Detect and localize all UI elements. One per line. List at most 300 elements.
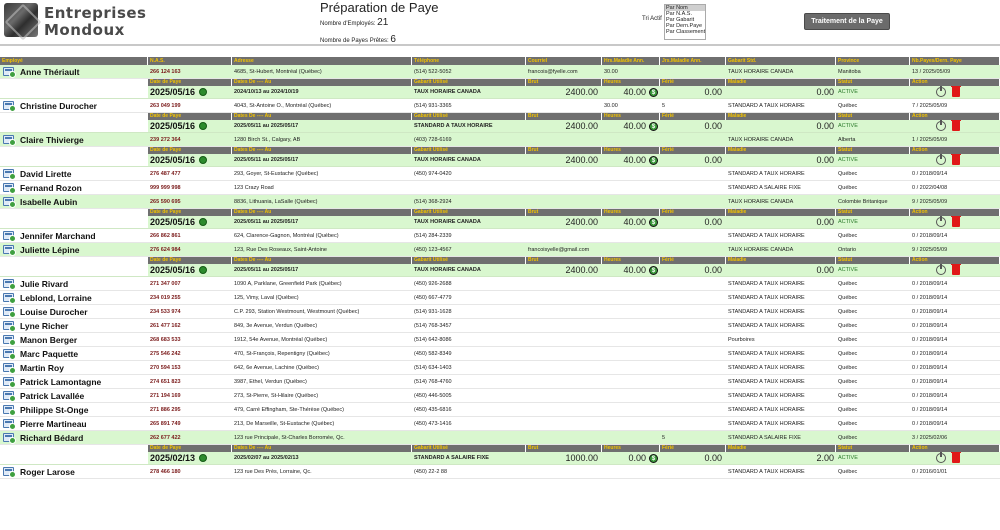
pay-date-cell[interactable] <box>148 216 232 228</box>
pay-column-header: Maladie <box>726 445 836 452</box>
dollar-coin-icon[interactable]: $ <box>649 266 658 275</box>
employee-nas: 271 886 295 <box>150 407 181 413</box>
pay-row-spacer <box>0 120 148 132</box>
employee-nas: 275 546 242 <box>150 351 181 357</box>
employee-jrs <box>660 181 726 194</box>
employee-template: STANDARD A TAUX HORAIRE <box>728 469 805 475</box>
pay-column-header: Férié <box>660 79 726 86</box>
employee-card-icon[interactable] <box>3 377 14 386</box>
status-dot-icon[interactable] <box>199 454 207 462</box>
employee-address: 1280 Birch St., Calgary, AB <box>234 137 301 143</box>
pay-hours: 40.00 <box>623 264 646 275</box>
employee-hrs <box>602 133 660 146</box>
employee-pays: 0 / 2018/09/14 <box>912 171 948 177</box>
logo-line1: Entreprises <box>44 4 147 22</box>
employee-hrs <box>602 403 660 416</box>
employee-province: Québec <box>838 233 858 239</box>
employee-row[interactable] <box>0 167 1000 181</box>
column-header[interactable]: Hrs.Maladie Ann. <box>602 57 660 65</box>
employee-card-icon[interactable] <box>3 307 14 316</box>
employee-address: 479, Carré Effingham, Ste-Thérèse (Québec) <box>234 407 344 413</box>
employee-name: Juliette Lépine <box>20 244 80 255</box>
pay-row <box>0 264 1000 277</box>
employee-name: Fernand Rozon <box>20 182 82 193</box>
trash-icon[interactable] <box>952 265 960 275</box>
employee-email <box>526 167 602 180</box>
pay-column-header: Date de Paye <box>148 445 232 452</box>
pay-header <box>0 113 1000 120</box>
pay-template: TAUX HORAIRE CANADA <box>414 267 481 273</box>
employee-name: Lyne Richer <box>20 320 69 331</box>
employee-row[interactable] <box>0 403 1000 417</box>
employee-province: Alberta <box>838 137 856 143</box>
employee-row[interactable] <box>0 195 1000 209</box>
pay-row-spacer <box>0 264 148 276</box>
employee-jrs <box>660 403 726 416</box>
employee-province: Québec <box>838 171 858 177</box>
employee-phone: (403) 728-6169 <box>414 137 452 143</box>
employee-email <box>526 291 602 304</box>
employee-template: STANDARD A TAUX HORAIRE <box>728 309 805 315</box>
employee-pays: 0 / 2018/09/14 <box>912 365 948 371</box>
employee-name: Patrick Lavallée <box>20 390 85 401</box>
logo-mark-icon <box>4 3 38 37</box>
pay-row <box>0 216 1000 229</box>
employee-template: STANDARD A SALAIRE FIXE <box>728 185 801 191</box>
employee-address: 1912, 54e Avenue, Montréal (Québec) <box>234 337 328 343</box>
employee-template: TAUX HORAIRE CANADA <box>728 69 794 75</box>
pay-hours-cell <box>602 264 660 276</box>
employee-template: TAUX HORAIRE CANADA <box>728 199 794 205</box>
employee-card-icon[interactable] <box>3 293 14 302</box>
pay-date-cell[interactable] <box>148 86 232 98</box>
employee-jrs <box>660 319 726 332</box>
pay-row-spacer <box>0 154 148 166</box>
employee-name-cell[interactable] <box>0 361 148 374</box>
pay-hours-cell <box>602 86 660 98</box>
pay-holiday: 0.00 <box>704 265 722 275</box>
pay-column-header: Heures <box>602 257 660 264</box>
column-header[interactable]: N.A.S. <box>148 57 232 65</box>
column-header[interactable]: Téléphone <box>412 57 526 65</box>
employee-row[interactable] <box>0 417 1000 431</box>
pay-holiday: 0.00 <box>704 217 722 227</box>
pay-period: 2025/02/07 au 2025/02/13 <box>234 455 299 461</box>
employee-address: 1090 A, Parklane, Greenfield Park (Québec) <box>234 281 342 287</box>
trash-icon[interactable] <box>952 155 960 165</box>
employee-template: STANDARD A TAUX HORAIRE <box>728 323 805 329</box>
pay-date-cell[interactable] <box>148 120 232 132</box>
employee-address: 8836, Lithuania, LaSalle (Québec) <box>234 199 318 205</box>
employee-email <box>526 319 602 332</box>
pay-column-header: Dates De ---- Au <box>232 445 412 452</box>
employee-row[interactable] <box>0 347 1000 361</box>
employee-email <box>526 347 602 360</box>
employee-hrs <box>602 181 660 194</box>
employee-email <box>526 431 602 444</box>
employee-card-icon[interactable] <box>3 245 14 254</box>
employee-hrs <box>602 389 660 402</box>
employee-row[interactable] <box>0 243 1000 257</box>
employee-address: C.P. 293, Station Westmount, Westmount (Québec) <box>234 309 360 315</box>
employee-nas: 262 677 422 <box>150 435 181 441</box>
pay-date: 2025/05/16 <box>150 120 196 131</box>
dollar-coin-icon[interactable]: $ <box>649 156 658 165</box>
employee-province: Québec <box>838 435 858 441</box>
employee-phone: (514) 522-5052 <box>414 69 452 75</box>
employee-email <box>526 375 602 388</box>
employee-name-cell[interactable] <box>0 243 148 256</box>
employee-nas: 266 124 163 <box>150 69 181 75</box>
sort-option[interactable]: Par N.A.S. <box>666 11 692 17</box>
sort-option[interactable]: Par Dern.Paye <box>666 23 703 29</box>
power-icon[interactable] <box>936 217 946 227</box>
employee-jrs <box>660 375 726 388</box>
employee-province: Québec <box>838 393 858 399</box>
employee-card-icon[interactable] <box>3 321 14 330</box>
employee-name-cell[interactable] <box>0 99 148 112</box>
employee-row[interactable] <box>0 277 1000 291</box>
employee-name-cell[interactable] <box>0 277 148 290</box>
employee-phone <box>412 431 526 444</box>
power-icon[interactable] <box>936 265 946 275</box>
employee-email <box>526 133 602 146</box>
employee-name-cell[interactable] <box>0 465 148 478</box>
pay-date-cell[interactable] <box>148 452 232 464</box>
column-header[interactable]: Employé <box>0 57 148 65</box>
employee-jrs <box>660 361 726 374</box>
employee-province: Québec <box>838 281 858 287</box>
employee-province: Québec <box>838 309 858 315</box>
process-payroll-button[interactable]: Traitement de la Paye <box>804 13 890 30</box>
employee-row[interactable] <box>0 291 1000 305</box>
status-dot-icon[interactable] <box>199 266 207 274</box>
employee-jrs: 5 <box>662 103 666 109</box>
pay-row <box>0 154 1000 167</box>
trash-icon[interactable] <box>952 121 960 131</box>
trash-icon[interactable] <box>952 87 960 97</box>
column-header[interactable]: Courriel <box>526 57 602 65</box>
pay-date: 2025/02/13 <box>150 452 196 463</box>
employee-template: TAUX HORAIRE CANADA <box>728 247 794 253</box>
employee-table <box>0 57 1000 479</box>
employee-nas: 276 624 984 <box>150 247 181 253</box>
sort-option[interactable]: Par Classement <box>666 29 706 35</box>
employee-jrs: 5 <box>662 435 666 441</box>
pay-date-cell[interactable] <box>148 154 232 166</box>
status-dot-icon[interactable] <box>199 122 207 130</box>
employee-jrs <box>660 417 726 430</box>
employee-province: Ontario <box>838 247 857 253</box>
dollar-coin-icon[interactable]: $ <box>649 88 658 97</box>
employee-row[interactable] <box>0 229 1000 243</box>
employee-card-icon[interactable] <box>3 433 14 442</box>
pay-template: TAUX HORAIRE CANADA <box>414 157 481 163</box>
employee-nas: 265 891 749 <box>150 421 181 427</box>
employee-name: Julie Rivard <box>20 278 69 289</box>
pay-sick: 0.00 <box>816 265 834 275</box>
employee-jrs <box>660 167 726 180</box>
employee-card-icon[interactable] <box>3 467 14 476</box>
pay-row-spacer <box>0 452 148 464</box>
employee-row[interactable] <box>0 375 1000 389</box>
employee-template: STANDARD A TAUX HORAIRE <box>728 351 805 357</box>
employee-name: Patrick Lamontagne <box>20 376 102 387</box>
employee-name-cell[interactable] <box>0 389 148 402</box>
pay-sick: 0.00 <box>816 121 834 131</box>
pay-column-header: Dates De ---- Au <box>232 147 412 154</box>
logo-line2: Mondoux <box>44 21 125 39</box>
employee-name-cell[interactable] <box>0 195 148 208</box>
pay-status: ACTIVE <box>838 123 858 129</box>
pay-actions <box>910 264 1000 276</box>
employee-row[interactable] <box>0 333 1000 347</box>
pay-column-header: Action <box>910 257 1000 264</box>
employee-nas: 266 862 861 <box>150 233 181 239</box>
pay-column-header: Brut <box>526 79 602 86</box>
employee-template: TAUX HORAIRE CANADA <box>728 137 794 143</box>
pay-column-header: Date de Paye <box>148 147 232 154</box>
employee-card-icon[interactable] <box>3 279 14 288</box>
employee-row[interactable] <box>0 181 1000 195</box>
employee-card-icon[interactable] <box>3 101 14 110</box>
status-dot-icon[interactable] <box>199 156 207 164</box>
status-dot-icon[interactable] <box>199 88 207 96</box>
employee-address: 624, Clarence-Gagnon, Montréal (Québec) <box>234 233 339 239</box>
pay-column-header: Action <box>910 209 1000 216</box>
employee-phone: (450) 582-8349 <box>414 351 452 357</box>
employee-nas: 278 466 180 <box>150 469 181 475</box>
pay-header-spacer <box>0 113 148 120</box>
employee-row[interactable] <box>0 133 1000 147</box>
pay-date: 2025/05/16 <box>150 216 196 227</box>
employee-name: Richard Bédard <box>20 432 84 443</box>
power-icon[interactable] <box>936 155 946 165</box>
employee-hrs <box>602 465 660 478</box>
pay-actions <box>910 86 1000 98</box>
employee-province: Manitoba <box>838 69 861 75</box>
employee-row[interactable] <box>0 361 1000 375</box>
employee-phone: (450) 667-4779 <box>414 295 452 301</box>
employee-name-cell[interactable] <box>0 229 148 242</box>
dollar-coin-icon[interactable]: $ <box>649 454 658 463</box>
pay-gross: 2400.00 <box>565 87 598 97</box>
employee-row[interactable] <box>0 305 1000 319</box>
employee-nas: 234 019 255 <box>150 295 181 301</box>
employee-address: 4043, St-Antoine O., Montréal (Québec) <box>234 103 332 109</box>
employee-nas: 270 594 153 <box>150 365 181 371</box>
pay-sick: 0.00 <box>816 155 834 165</box>
employee-name: Anne Thériault <box>20 66 80 77</box>
employee-name: Pierre Martineau <box>20 418 87 429</box>
pay-header <box>0 79 1000 86</box>
pay-column-header: Action <box>910 445 1000 452</box>
pay-column-header: Maladie <box>726 113 836 120</box>
employee-phone: (514) 768-3457 <box>414 323 452 329</box>
dollar-coin-icon[interactable]: $ <box>649 122 658 131</box>
employee-address: 273, St-Pierre, St-Hilaire (Québec) <box>234 393 319 399</box>
pay-hours: 40.00 <box>623 86 646 97</box>
employee-card-icon[interactable] <box>3 419 14 428</box>
employee-email: francois@fyelle.com <box>528 69 578 75</box>
employee-province: Québec <box>838 337 858 343</box>
pay-column-header: Action <box>910 79 1000 86</box>
app-header <box>0 0 1000 46</box>
employee-card-icon[interactable] <box>3 67 14 76</box>
ready-pay-value: 6 <box>390 34 396 45</box>
pay-row <box>0 452 1000 465</box>
pay-header <box>0 147 1000 154</box>
employee-email <box>526 99 602 112</box>
sort-option[interactable]: Par Nom <box>665 5 705 11</box>
ready-pay-label: Nombre de Payes Prêtes: <box>320 38 389 44</box>
power-icon[interactable] <box>936 453 946 463</box>
pay-header <box>0 257 1000 264</box>
pay-column-header: Heures <box>602 209 660 216</box>
employee-jrs <box>660 389 726 402</box>
employee-name-cell[interactable] <box>0 305 148 318</box>
employee-card-icon[interactable] <box>3 231 14 240</box>
employee-hrs <box>602 333 660 346</box>
employee-template: STANDARD A TAUX HORAIRE <box>728 171 805 177</box>
employee-card-icon[interactable] <box>3 135 14 144</box>
employee-hrs <box>602 319 660 332</box>
pay-hours: 0.00 <box>628 452 646 463</box>
pay-column-header: Maladie <box>726 209 836 216</box>
employee-address: 849, 3e Avenue, Verdun (Québec) <box>234 323 318 329</box>
pay-column-header: Dates De ---- Au <box>232 209 412 216</box>
employee-name-cell[interactable] <box>0 65 148 78</box>
employee-card-icon[interactable] <box>3 349 14 358</box>
employee-pays: 0 / 2022/04/08 <box>912 185 948 191</box>
employee-name-cell[interactable] <box>0 375 148 388</box>
pay-gross: 2400.00 <box>565 121 598 131</box>
employee-email <box>526 181 602 194</box>
employee-address: 642, 6e Avenue, Lachine (Québec) <box>234 365 319 371</box>
employee-template: STANDARD A TAUX HORAIRE <box>728 233 805 239</box>
employee-row[interactable] <box>0 319 1000 333</box>
employee-nas: 271 194 169 <box>150 393 181 399</box>
sort-listbox[interactable] <box>664 4 706 40</box>
pay-template: STANDARD A TAUX HORAIRE <box>414 123 493 129</box>
status-dot-icon[interactable] <box>199 218 207 226</box>
column-header[interactable]: Province <box>836 57 910 65</box>
trash-icon[interactable] <box>952 453 960 463</box>
power-icon[interactable] <box>936 87 946 97</box>
pay-column-header: Gabarit Utilisé <box>412 257 526 264</box>
employee-name-cell[interactable] <box>0 181 148 194</box>
employee-card-icon[interactable] <box>3 169 14 178</box>
employee-name-cell[interactable] <box>0 403 148 416</box>
employee-phone: (450) 446-5005 <box>414 393 452 399</box>
employee-hrs: 30.00 <box>604 69 618 75</box>
pay-column-header: Brut <box>526 257 602 264</box>
employee-name-cell[interactable] <box>0 319 148 332</box>
pay-template: STANDARD A SALAIRE FIXE <box>414 455 489 461</box>
employee-card-icon[interactable] <box>3 197 14 206</box>
pay-holiday: 0.00 <box>704 121 722 131</box>
employee-jrs <box>660 347 726 360</box>
column-header[interactable]: Jrs.Maladie Ann. <box>660 57 726 65</box>
employee-card-icon[interactable] <box>3 391 14 400</box>
pay-holiday: 0.00 <box>704 453 722 463</box>
employee-card-icon[interactable] <box>3 335 14 344</box>
employee-jrs <box>660 133 726 146</box>
employee-name: Louise Durocher <box>20 306 88 317</box>
employee-row[interactable] <box>0 465 1000 479</box>
employee-phone: (514) 931-1628 <box>414 309 452 315</box>
pay-column-header: Férié <box>660 445 726 452</box>
pay-header-spacer <box>0 257 148 264</box>
pay-column-header: Gabarit Utilisé <box>412 209 526 216</box>
employee-jrs <box>660 243 726 256</box>
employee-phone: (514) 634-1403 <box>414 365 452 371</box>
employee-name-cell[interactable] <box>0 333 148 346</box>
column-header[interactable]: Gabarit Std. <box>726 57 836 65</box>
employee-row[interactable] <box>0 65 1000 79</box>
employee-row[interactable] <box>0 389 1000 403</box>
column-header[interactable]: Nb.Payes/Dern. Paye <box>910 57 1000 65</box>
employee-name-cell[interactable] <box>0 347 148 360</box>
employee-row[interactable] <box>0 431 1000 445</box>
power-icon[interactable] <box>936 121 946 131</box>
employee-province: Québec <box>838 469 858 475</box>
employee-phone: (514) 284-2339 <box>414 233 452 239</box>
employee-name: Roger Larose <box>20 466 75 477</box>
pay-header <box>0 445 1000 452</box>
employee-address: 213, De Marseille, St-Eustache (Québec) <box>234 421 335 427</box>
employee-card-icon[interactable] <box>3 183 14 192</box>
pay-hours: 40.00 <box>623 216 646 227</box>
pay-hours-cell <box>602 154 660 166</box>
employee-nas: 999 999 998 <box>150 185 181 191</box>
pay-date-cell[interactable] <box>148 264 232 276</box>
employee-name-cell[interactable] <box>0 291 148 304</box>
employee-pays: 0 / 2018/09/14 <box>912 323 948 329</box>
employee-template: STANDARD A TAUX HORAIRE <box>728 365 805 371</box>
employee-card-icon[interactable] <box>3 405 14 414</box>
employee-name-cell[interactable] <box>0 133 148 146</box>
pay-column-header: Statut <box>836 79 910 86</box>
pay-actions <box>910 154 1000 166</box>
employee-name-cell[interactable] <box>0 417 148 430</box>
pay-actions <box>910 452 1000 464</box>
employee-nas: 239 272 364 <box>150 137 181 143</box>
sort-label: Tri Actif <box>642 16 662 22</box>
employee-address: 123 Crazy Road <box>234 185 274 191</box>
employee-row[interactable] <box>0 99 1000 113</box>
pay-hours-cell <box>602 216 660 228</box>
employee-name: Leblond, Lorraine <box>20 292 92 303</box>
employee-hrs <box>602 431 660 444</box>
employee-name-cell[interactable] <box>0 167 148 180</box>
column-header[interactable]: Adresse <box>232 57 412 65</box>
employee-jrs <box>660 65 726 78</box>
employee-address: 470, St-François, Repentigny (Québec) <box>234 351 330 357</box>
employee-name-cell[interactable] <box>0 431 148 444</box>
sort-option[interactable]: Par Gabarit <box>666 17 695 23</box>
pay-row <box>0 120 1000 133</box>
dollar-coin-icon[interactable]: $ <box>649 218 658 227</box>
employee-hrs <box>602 195 660 208</box>
employee-card-icon[interactable] <box>3 363 14 372</box>
employee-hrs <box>602 277 660 290</box>
pay-header-spacer <box>0 147 148 154</box>
pay-date: 2025/05/16 <box>150 154 196 165</box>
employee-count <box>320 17 388 28</box>
pay-column-header: Brut <box>526 147 602 154</box>
trash-icon[interactable] <box>952 217 960 227</box>
